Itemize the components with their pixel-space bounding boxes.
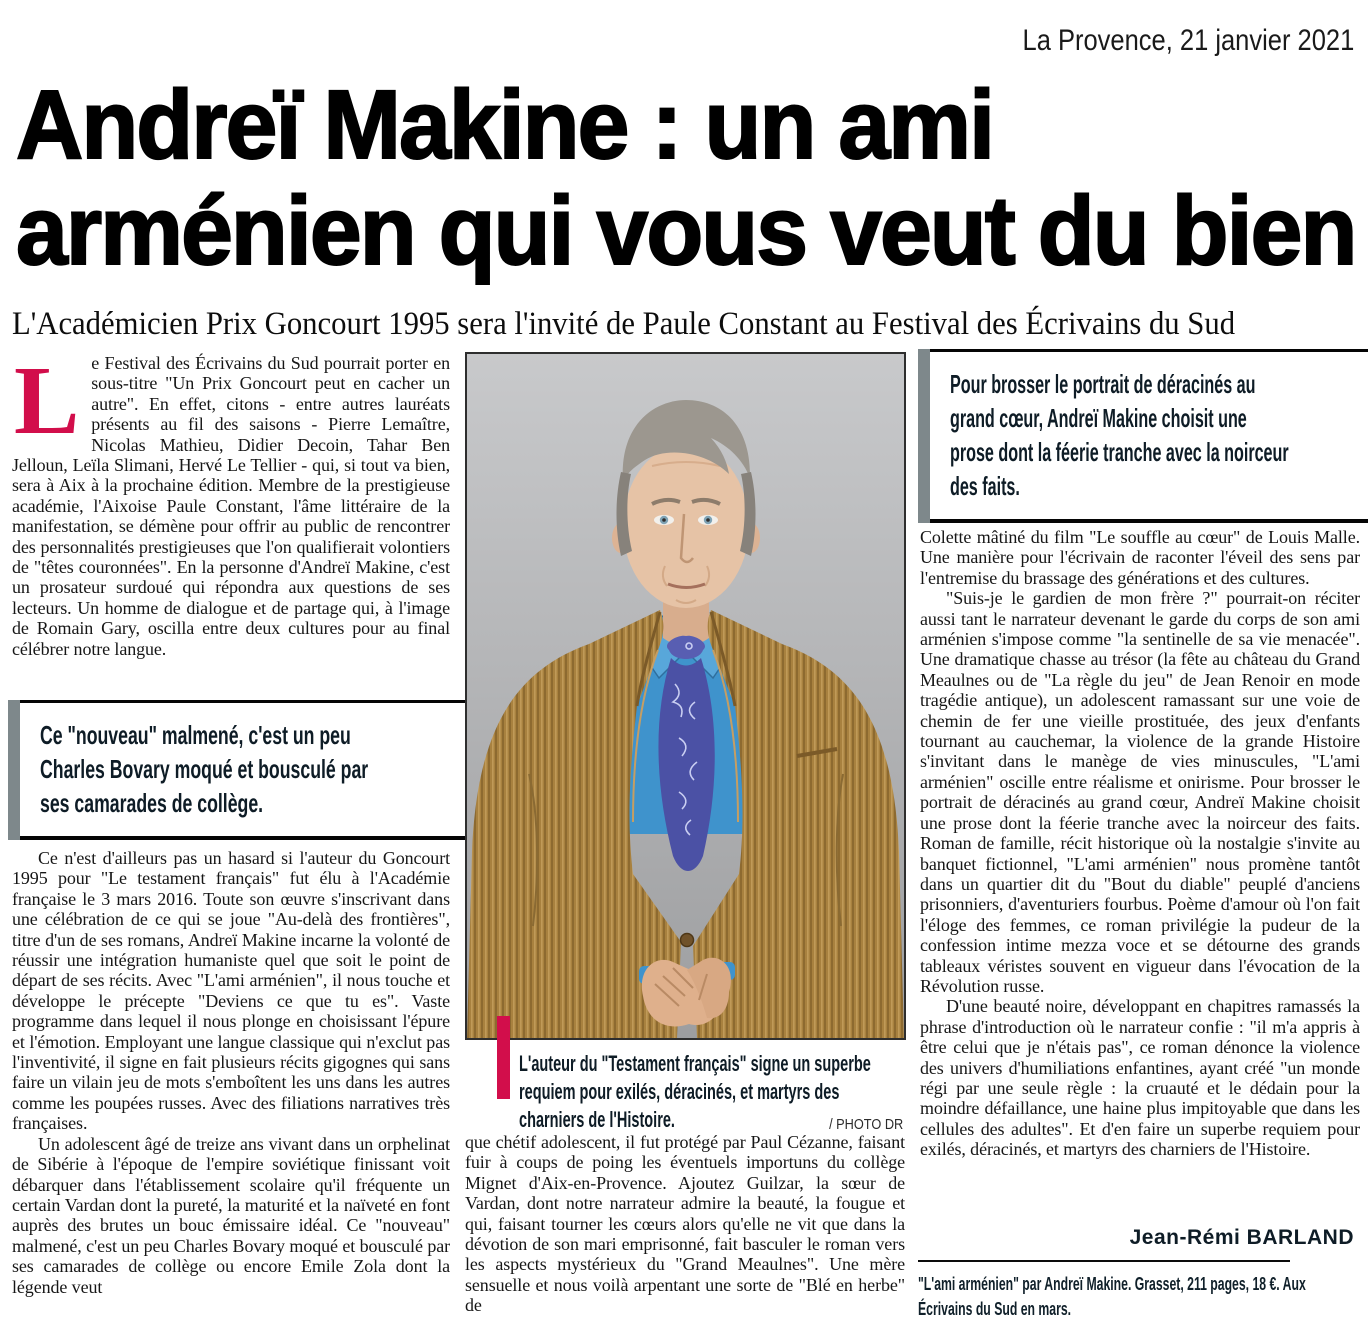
right-paragraph-3: D'une beauté noire, développant en chapitres ramassés la phrase d'introduction où le narrateur confie : "il m'a appris à être celui que je n'étais pas", ce roman dénonce la violence des univers d'humiliations enfantines, ayant créé "un monde régi par une seule règle : la cruauté et le dédain pour la moindre défaillance, une haine plus impitoyable que dans les cellules des adultes". Et d'en faire un superbe requiem pour exilés, déracinés, et martyrs des charniers de l'Histoire. [920,996,1360,1160]
subheadline: L'Académicien Prix Goncourt 1995 sera l'invité de Paule Constant au Festival des Écrivains du Sud [12,306,1236,342]
middle-paragraph-text: que chétif adolescent, il fut protégé par Paul Cézanne, faisant fuir à coups de poing les éventuels importuns du collège Mignet d'Aix-en-Provence. Ajoutez Guilzar, la sœur de Vardan, dont notre narrateur admire la beauté, la fougue et qui, faisant tourner les cœurs alors qu'elle ne vit que dans la dévotion de son mari emprisonné, fait basculer le roman vers les aspects mystérieux du "Grand Meaulnes". Une mère sensuelle et nous voilà arpentant une sorte de "Blé en herbe" de [465,1132,905,1316]
left-paragraph-2: Ce n'est d'ailleurs pas un hasard si l'auteur du Goncourt 1995 pour "Le testament français" fut élu à l'Académie française le 3 mars 2016. Toute son œuvre s'inscrivant dans une célébration de ce qui se joue "Au-delà des frontières", titre d'un de ses romans, Andreï Makine incarne la volonté de réussir une intégration humaniste quel que soit le point de départ de ses récits. Avec "L'ami arménien", il nous touche et développe le précepte "Deviens ce que tu es". Vaste programme dans lequel il nous plonge en choisissant l'épure et l'émotion. Employant une langue classique qui n'exclut pas l'inventivité, il signe en fait plusieurs récits gigognes qui sans faire un vilain jeu de mots s'emboîtent les uns dans les autres comme les poupées russes. Avec des filiations narratives très françaises. [12,848,450,1134]
intro-quote-box [918,349,1294,523]
byline: Jean-Rémi BARLAND [920,1226,1354,1250]
headline-line-2: arménien qui vous veut du bien [16,176,1356,285]
headline [16,72,1355,284]
jacket-button [681,934,694,947]
portrait-photo [465,352,906,1040]
intro-accent-bar [918,349,930,523]
intro-frame [930,349,1368,523]
pull-quote-text: Ce "nouveau" malmené, c'est un peu Charles Bovary moqué et bousculé par ses camarades de collège. [40,720,369,818]
left-column-paragraphs [12,848,450,1318]
left-paragraph-3: Un adolescent âgé de treize ans vivant dans un orphelinat de Sibérie à l'époque de l'empire soviétique finissant voit débarquer dans l'établissement scolaire qu'il fréquente un certain Vardan dont la pureté, la maturité et la naïveté en font auprès des brutes un bouc émissaire idéal. Ce "nouveau" malmené, c'est un peu Charles Bovary moqué et bousculé par ses camarades de collège ou encore Emile Zola dont la légende veut [12,1133,450,1297]
right-paragraph-2: "Suis-je le gardien de mon frère ?" pourrait-on réciter aussi tant le narrateur devenant le garde du corps de son ami arménien s'impose comme "la sentinelle de sa vie menacée". Une dramatique chasse au trésor (la fête au château du Grand Meaulnes ou de "La règle du jeu" de Jean Renoir en mode tragédie antique), un adolescent ramassant sur une voie de chemin de fer une vieille prostituée, des jeux d'enfants tournant au cauchemar, la violence de la grande Histoire s'invitant dans le manège de vies minuscules, "L'ami arménien" oscille entre réalisme et onirisme. Pour brosser le portrait de déracinés au grand cœur, Andreï Makine choisit une prose dont la féerie tranche avec la noirceur des faits. Roman de famille, récit historique où la nostalgie s'invite au banquet fictionnel, "L'ami arménien" nous promène tantôt dans un quartier dit du "Bout du diable" peuplé d'anciens prisonniers, d'aventuriers fourbus. Poème d'amour où l'on fait l'éloge des femmes, ce roman privilégie la pudeur de la confession intime mezza voce et se détourne des grands tableaux véristes souvent en vigueur dans l'évocation de la Révolution russe. [920,588,1360,996]
right-column-paragraphs [920,527,1360,1221]
middle-column-paragraph [465,1132,905,1319]
book-note-rule [918,1260,1290,1262]
intro-text: Pour brosser le portrait de déracinés au grand cœur, Andreï Makine choisit une prose dont la féerie tranche avec la noirceur des faits. [950,369,1289,501]
pull-quote-box [8,700,386,840]
right-paragraph-1: Colette mâtiné du film "Le souffle au cœur" de Louis Malle. Une manière pour l'écrivain de raconter l'éveil des sens par l'entremise du brassage des générations et des cultures. [920,527,1360,588]
photo-credit: / PHOTO DR [828,1116,903,1133]
book-note-text: "L'ami arménien" par Andreï Makine. Grasset, 211 pages, 18 €. Aux Écrivains du Sud en mars. [918,1274,1306,1319]
photo-caption-text: L'auteur du "Testament français" signe un superbe requiem pour exilés, déracinés, et martyrs des charniers de l'Histoire. [519,1051,871,1132]
pull-quote-accent-bar [8,700,20,840]
left-paragraph-1-text: e Festival des Écrivains du Sud pourrait porter en sous-titre "Un Prix Goncourt peut en cacher un autre". En effet, citons - entre autres lauréats présents au fil des saisons - Pierre Lemaître, Nicolas Mathieu, Didier Decoin, Tahar Ben Jelloun, Leïla Slimani, Hervé Le Tellier - qui, si tout va bien, sera à Aix à la prochaine édition. Membre de la prestigieuse académie, l'Aixoise Paule Constant, l'âme littéraire de la manifestation, se démène pour offrir au public de rencontrer des personnalités prestigieuses que l'on qualifierait volontiers de "têtes couronnées". En la personne d'Andreï Makine, c'est un prosateur surdoué qui répondra aux questions de ses lecteurs. Un homme de dialogue et de partage qui, à l'image de Romain Gary, oscilla entre deux cultures pour au final célébrer notre langue. [12,353,450,659]
portrait-illustration [467,354,904,1038]
caption-accent-bar [497,1016,510,1099]
headline-line-1: Andreï Makine : un ami [16,70,994,179]
photo-caption [519,1050,905,1134]
masthead-date: La Provence, 21 janvier 2021 [1022,24,1354,57]
drop-cap: L [14,353,80,455]
left-column-paragraph-1 [12,353,450,698]
book-note [918,1272,1358,1320]
